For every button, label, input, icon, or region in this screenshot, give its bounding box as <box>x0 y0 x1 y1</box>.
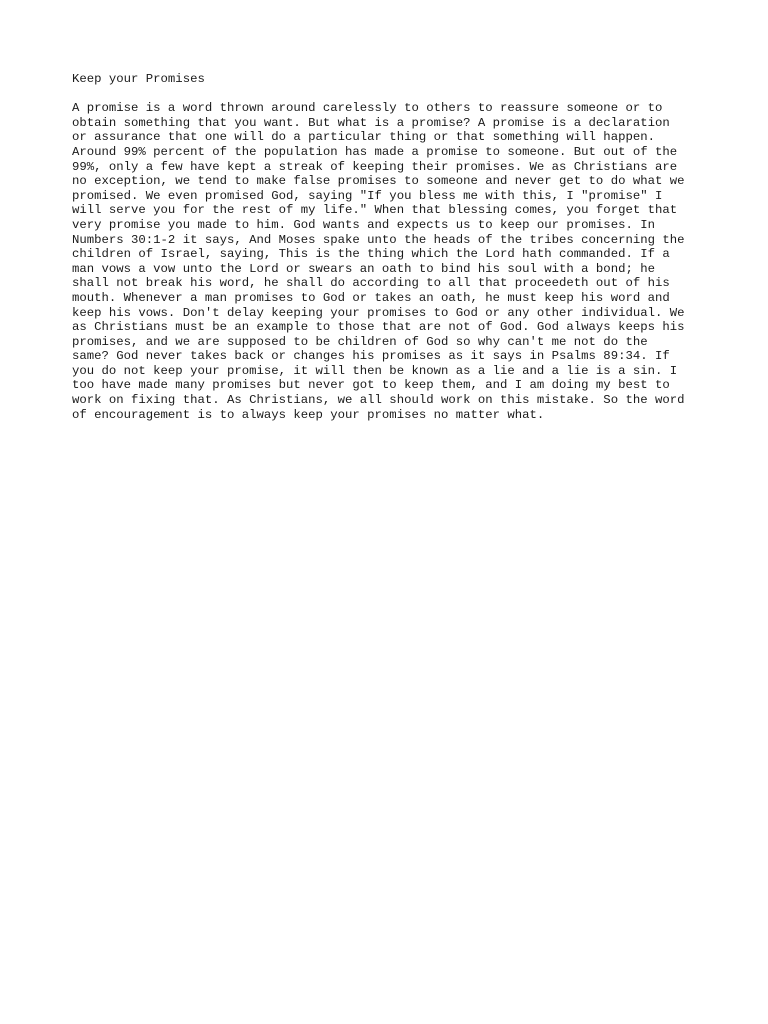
body-paragraph <box>72 101 712 422</box>
text-line: promised. We even promised God, saying "If you bless me with this, I "promise" I <box>72 188 663 203</box>
text-line: A promise is a word thrown around carelessly to others to reassure someone or to <box>72 101 663 116</box>
text-line: or assurance that one will do a particular thing or that something will happen. <box>72 130 655 145</box>
document-title: Keep your Promises <box>72 72 205 86</box>
text-line: as Christians must be an example to those that are not of God. God always keeps his <box>72 320 685 335</box>
paragraph-spacer <box>72 87 712 102</box>
text-line: children of Israel, saying, This is the thing which the Lord hath commanded. If a <box>72 247 670 262</box>
text-line: you do not keep your promise, it will then be known as a lie and a lie is a sin. I <box>72 363 678 378</box>
text-line: Numbers 30:1-2 it says, And Moses spake unto the heads of the tribes concerning the <box>72 232 685 247</box>
text-line: will serve you for the rest of my life." When that blessing comes, you forget that <box>72 203 678 218</box>
text-line: shall not break his word, he shall do according to all that proceedeth out of his <box>72 276 670 291</box>
text-line: very promise you made to him. God wants and expects us to keep our promises. In <box>72 217 655 232</box>
text-line: obtain something that you want. But what is a promise? A promise is a declaration <box>72 115 670 130</box>
text-line: same? God never takes back or changes his promises as it says in Psalms 89:34. If <box>72 349 670 364</box>
text-line: Around 99% percent of the population has made a promise to someone. But out of the <box>72 144 678 159</box>
text-line: mouth. Whenever a man promises to God or takes an oath, he must keep his word and <box>72 290 670 305</box>
text-line: too have made many promises but never got to keep them, and I am doing my best to <box>72 378 670 393</box>
text-line: 99%, only a few have kept a streak of keeping their promises. We as Christians are <box>72 159 678 174</box>
text-line: promises, and we are supposed to be children of God so why can't me not do the <box>72 334 648 349</box>
text-line: no exception, we tend to make false promises to someone and never get to do what we <box>72 174 685 189</box>
text-line: work on fixing that. As Christians, we all should work on this mistake. So the word <box>72 393 685 408</box>
text-line: man vows a vow unto the Lord or swears an oath to bind his soul with a bond; he <box>72 261 655 276</box>
text-line: keep his vows. Don't delay keeping your promises to God or any other individual. We <box>72 305 685 320</box>
text-line: of encouragement is to always keep your promises no matter what. <box>72 407 545 422</box>
document-body <box>72 72 712 422</box>
